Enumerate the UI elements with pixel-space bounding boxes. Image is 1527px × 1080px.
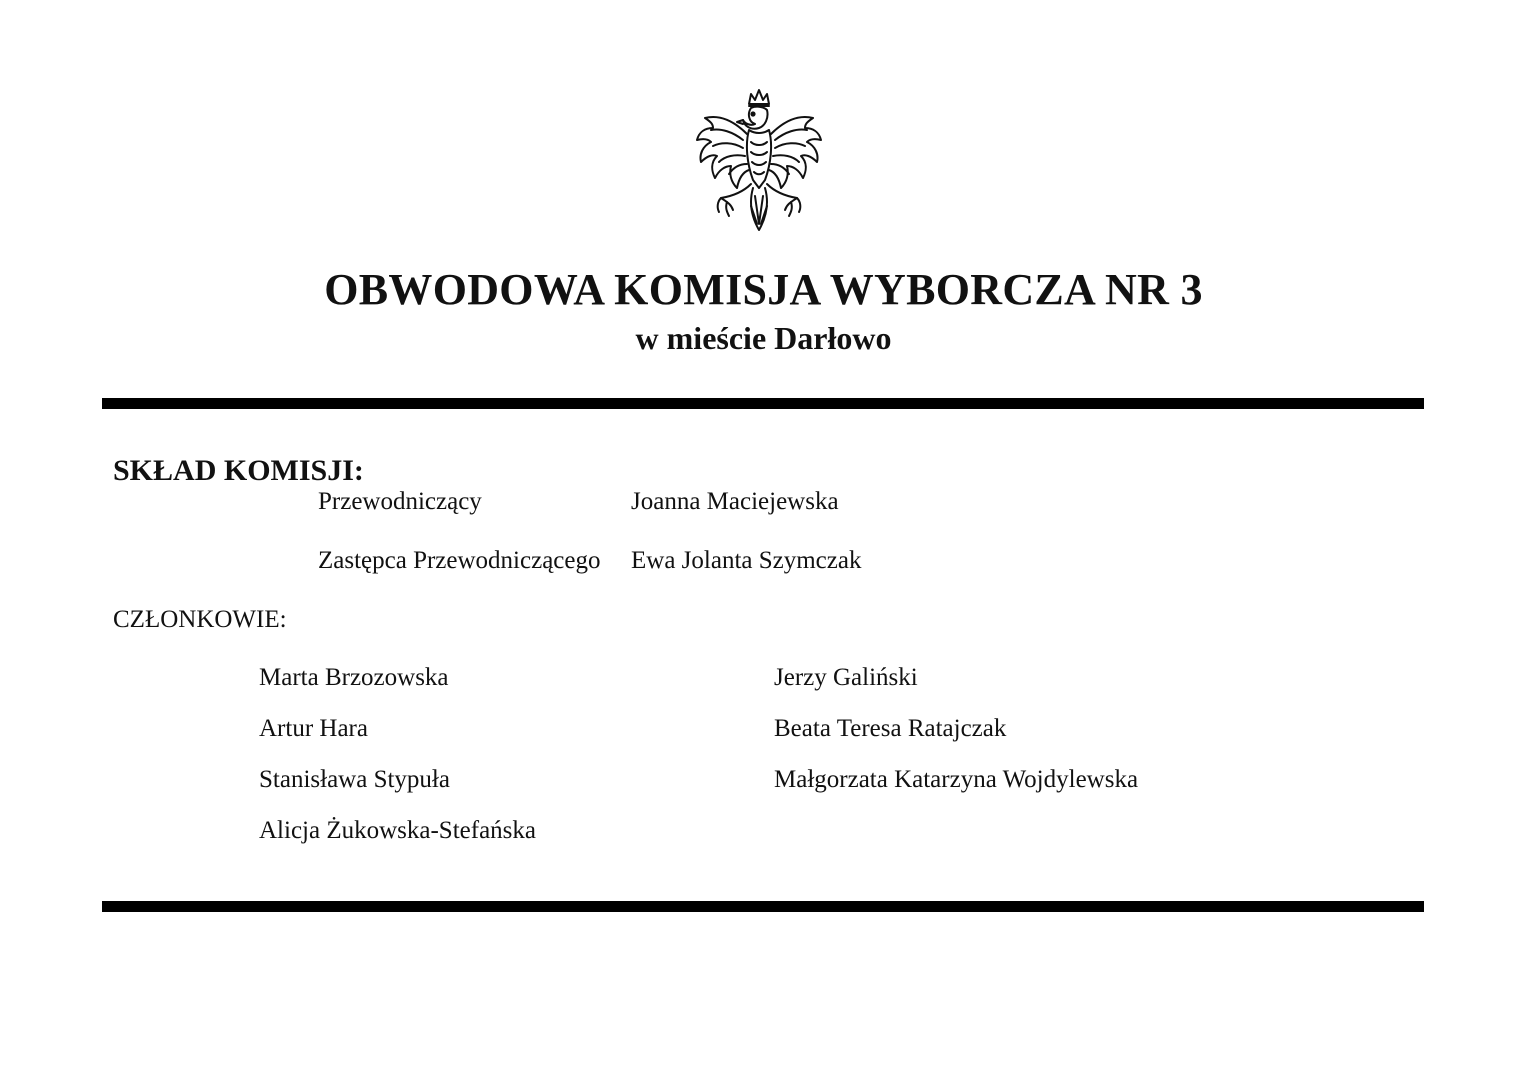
members-heading: CZŁONKOWIE: — [113, 606, 287, 633]
section-heading: SKŁAD KOMISJI: — [113, 454, 364, 487]
top-divider — [102, 398, 1424, 409]
member-name: Jerzy Galiński — [774, 664, 918, 691]
role-deputy-name: Ewa Jolanta Szymczak — [631, 547, 862, 574]
polish-eagle-emblem-icon — [691, 84, 827, 236]
member-name: Marta Brzozowska — [259, 664, 449, 691]
member-name: Stanisława Stypuła — [259, 766, 450, 793]
document-subtitle: w mieście Darłowo — [635, 320, 892, 356]
member-name: Beata Teresa Ratajczak — [774, 715, 1007, 742]
role-chair-label: Przewodniczący — [318, 488, 482, 515]
role-deputy-label: Zastępca Przewodniczącego — [318, 547, 601, 574]
member-name: Artur Hara — [259, 715, 368, 742]
bottom-divider — [102, 901, 1424, 912]
role-chair-name: Joanna Maciejewska — [631, 488, 839, 515]
member-name: Małgorzata Katarzyna Wojdylewska — [774, 766, 1139, 793]
member-name: Alicja Żukowska-Stefańska — [259, 817, 537, 844]
document-title: OBWODOWA KOMISJA WYBORCZA NR 3 — [324, 265, 1203, 314]
